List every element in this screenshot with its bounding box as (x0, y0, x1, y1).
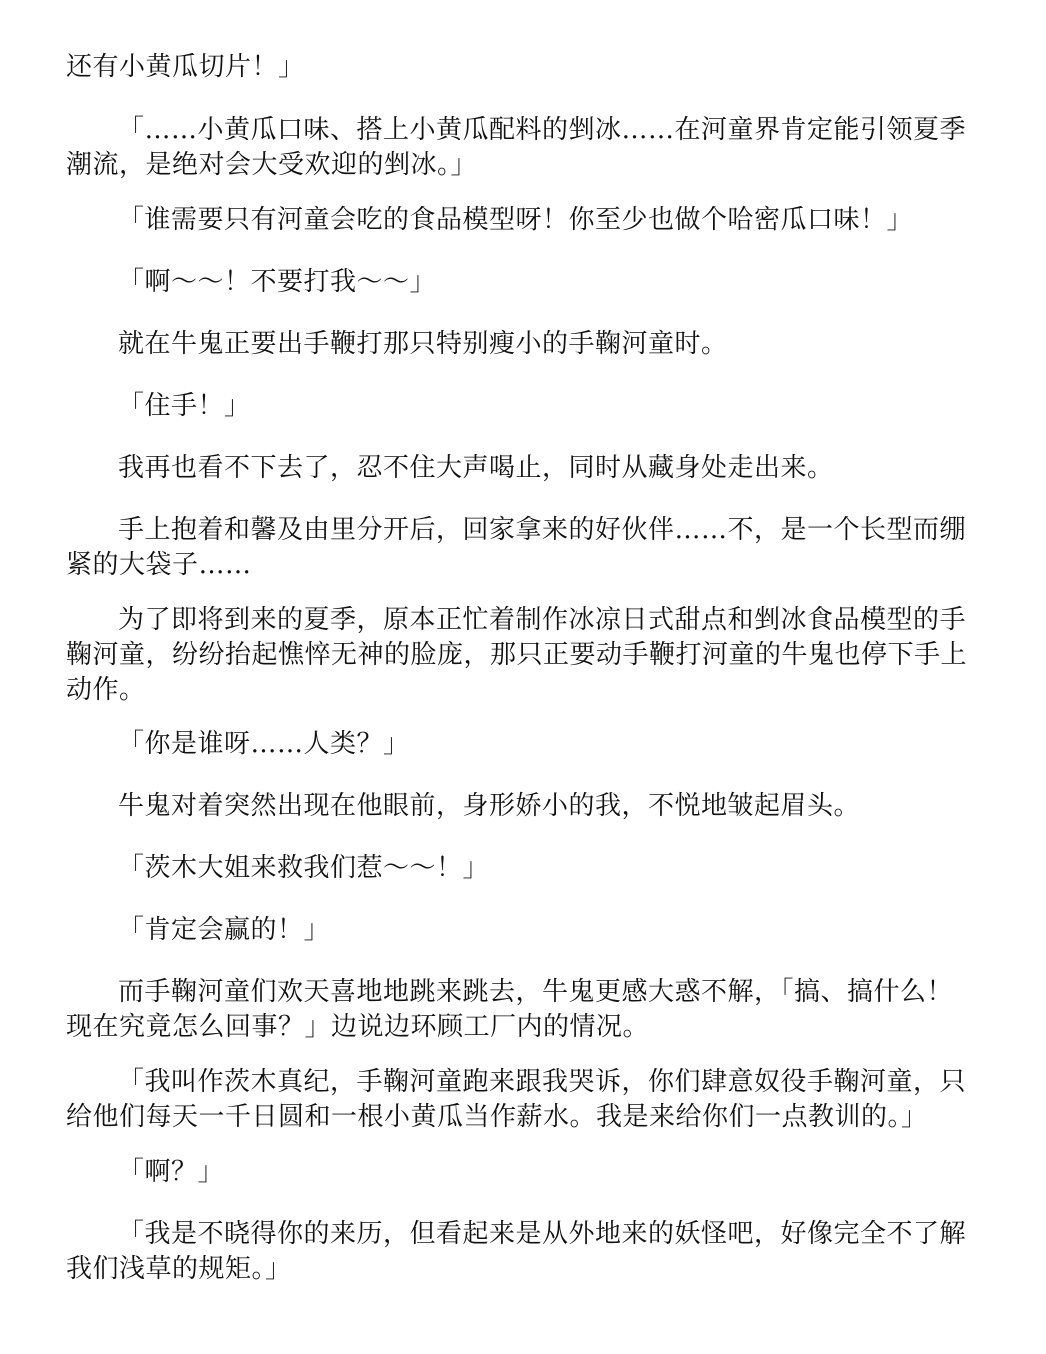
paragraph-2: 「……小黄瓜口味、搭上小黄瓜配料的剉冰……在河童界肯定能引领夏季潮流，是绝对会大受欢迎的剉冰。」 (66, 115, 967, 180)
paragraph-1: 还有小黄瓜切片！」 (66, 52, 305, 82)
paragraph-13: 「肯定会赢的！」 (118, 915, 331, 945)
paragraph-17: 「我是不晓得你的来历，但看起来是从外地来的妖怪吧，好像完全不了解我们浅草的规矩。」 (66, 1219, 967, 1284)
paragraph-10: 「你是谁呀……人类？」 (118, 729, 410, 759)
paragraph-12: 「茨木大姐来救我们惹～～！」 (118, 853, 490, 883)
paragraph-7: 我再也看不下去了，忍不住大声喝止，同时从藏身处走出来。 (118, 453, 834, 483)
paragraph-8: 手上抱着和馨及由里分开后，回家拿来的好伙伴……不，是一个长型而绷紧的大袋子…… (66, 515, 967, 580)
paragraph-9: 为了即将到来的夏季，原本正忙着制作冰凉日式甜点和剉冰食品模型的手鞠河童，纷纷抬起憔悴无神的脸庞，那只正要动手鞭打河童的牛鬼也停下手上动作。 (66, 605, 968, 705)
paragraph-11: 牛鬼对着突然出现在他眼前，身形娇小的我，不悦地皱起眉头。 (118, 791, 861, 821)
paragraph-16: 「啊？」 (118, 1157, 225, 1187)
paragraph-5: 就在牛鬼正要出手鞭打那只特别瘦小的手鞠河童时。 (118, 329, 728, 359)
paragraph-14: 而手鞠河童们欢天喜地地跳来跳去，牛鬼更感大惑不解，「搞、搞什么！现在究竟怎么回事？」边说边环顾工厂内的情况。 (66, 977, 954, 1042)
paragraph-3: 「谁需要只有河童会吃的食品模型呀！你至少也做个哈密瓜口味！」 (118, 205, 914, 235)
paragraph-4: 「啊～～！不要打我～～」 (118, 267, 437, 297)
paragraph-15: 「我叫作茨木真纪，手鞠河童跑来跟我哭诉，你们肆意奴役手鞠河童，只给他们每天一千日圆和一根小黄瓜当作薪水。我是来给你们一点教训的。」 (66, 1067, 967, 1132)
paragraph-6: 「住手！」 (118, 391, 251, 421)
